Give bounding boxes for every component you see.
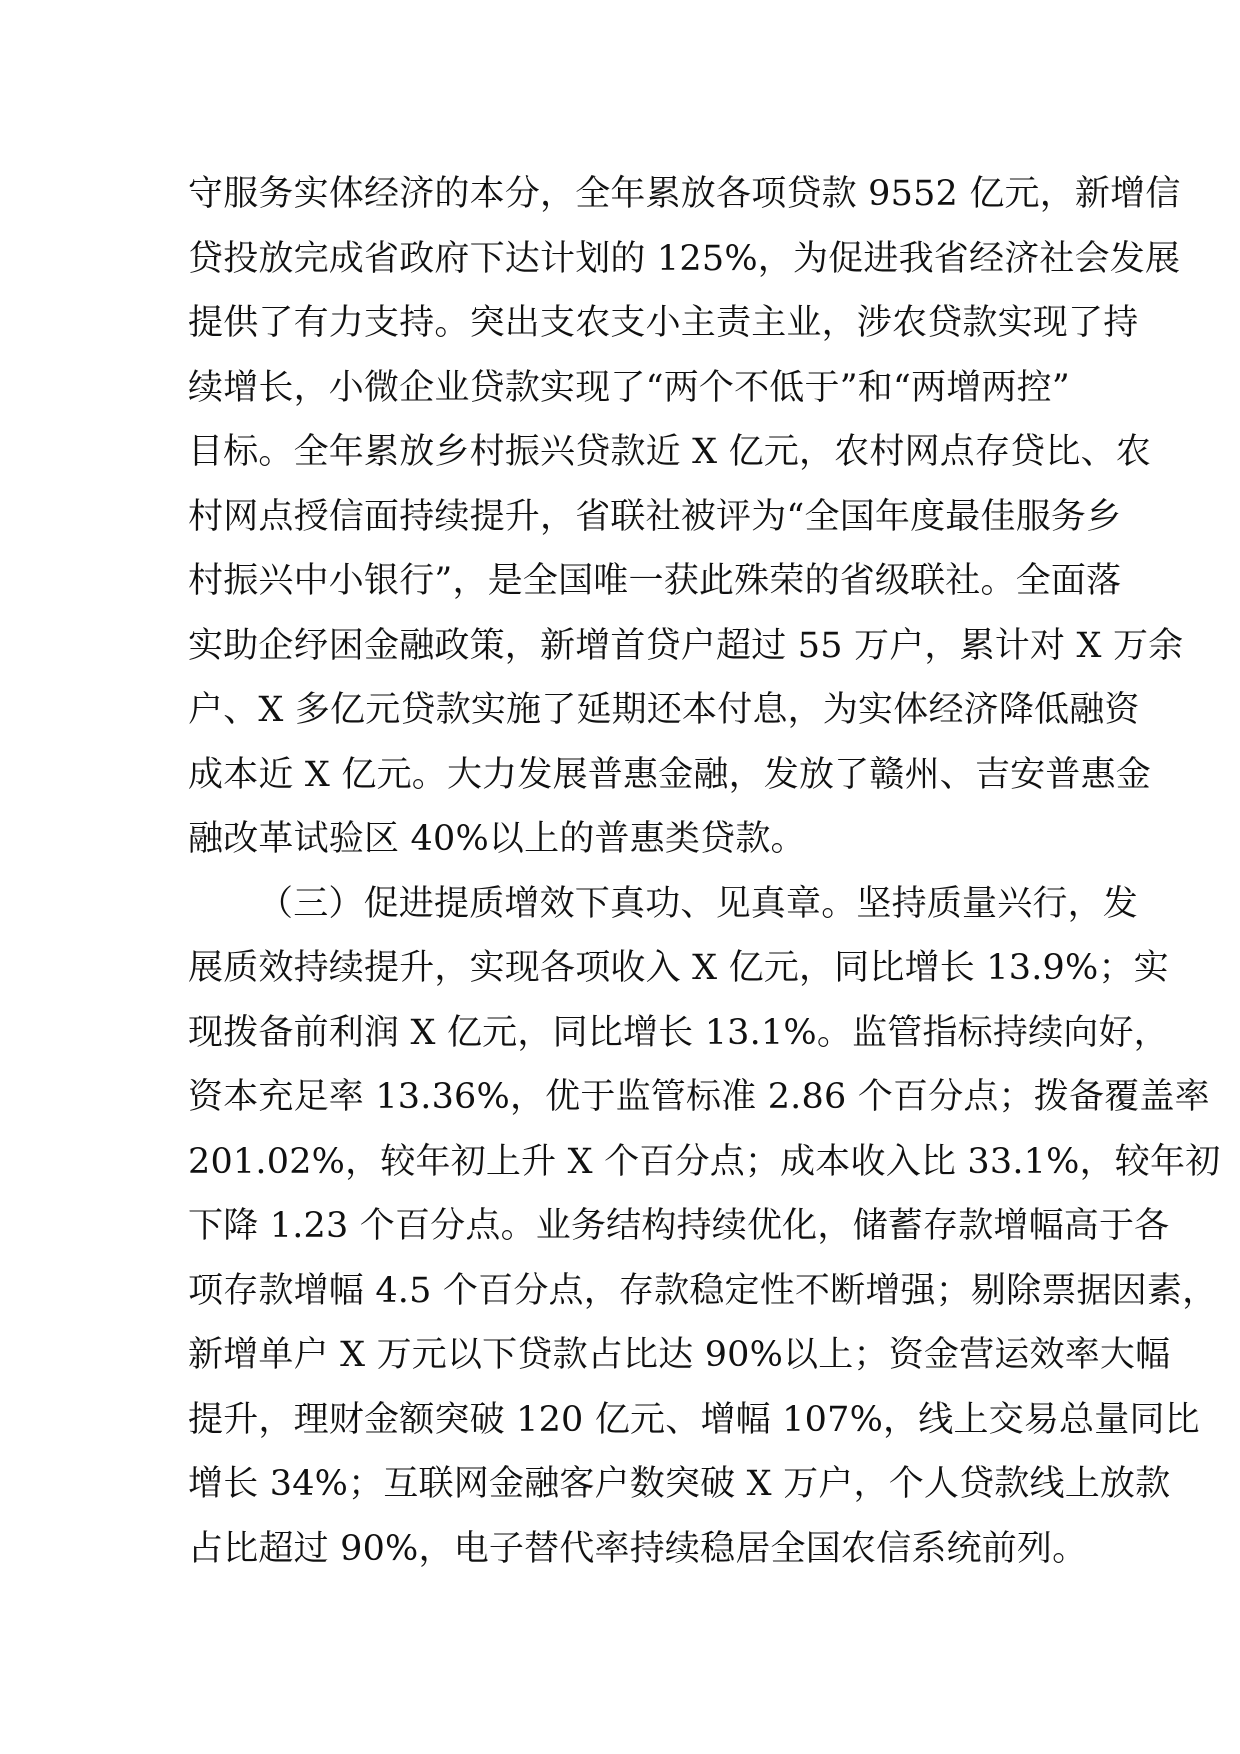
text-line: 融改革试验区 40%以上的普惠类贷款。 [188, 819, 806, 859]
text-line: 村振兴中小银行”，是全国唯一获此殊荣的省级联社。全面落 [188, 561, 1122, 601]
section-heading-line: （三）促进提质增效下真功、见真章。坚持质量兴行，发 [258, 883, 1139, 924]
text-line: 户、X 多亿元贷款实施了延期还本付息，为实体经济降低融资 [188, 690, 1140, 730]
body-text [188, 162, 1221, 1581]
text-line: 下降 1.23 个百分点。业务结构持续优化，储蓄存款增幅高于各 [188, 1206, 1170, 1246]
text-line: 增长 34%；互联网金融客户数突破 X 万户，个人贷款线上放款 [188, 1464, 1171, 1504]
text-line: 实助企纾困金融政策，新增首贷户超过 55 万户，累计对 X 万余 [188, 625, 1184, 666]
text-line: 项存款增幅 4.5 个百分点，存款稳定性不断增强；剔除票据因素， [188, 1270, 1218, 1311]
text-line: 现拨备前利润 X 亿元，同比增长 13.1%。监管指标持续向好， [188, 1012, 1169, 1053]
text-line: 贷投放完成省政府下达计划的 125%，为促进我省经济社会发展 [188, 238, 1181, 279]
text-line: 资本充足率 13.36%，优于监管标准 2.86 个百分点；拨备覆盖率 [188, 1077, 1210, 1117]
text-line: 村网点授信面持续提升，省联社被评为“全国年度最佳服务乡 [188, 496, 1122, 537]
text-line: 提供了有力支持。突出支农支小主责主业，涉农贷款实现了持 [188, 303, 1139, 343]
text-line: 续增长，小微企业贷款实现了“两个不低于”和“两增两控” [188, 367, 1070, 408]
text-line: 成本近 X 亿元。大力发展普惠金融，发放了赣州、吉安普惠金 [188, 754, 1151, 795]
text-line: 目标。全年累放乡村振兴贷款近 X 亿元，农村网点存贷比、农 [188, 432, 1151, 472]
text-line: 新增单户 X 万元以下贷款占比达 90%以上；资金营运效率大幅 [188, 1335, 1171, 1375]
text-line: 展质效持续提升，实现各项收入 X 亿元，同比增长 13.9%；实 [188, 948, 1169, 988]
text-line: 提升，理财金额突破 120 亿元、增幅 107%，线上交易总量同比 [188, 1399, 1200, 1440]
text-line: 占比超过 90%，电子替代率持续稳居全国农信系统前列。 [188, 1528, 1088, 1569]
text-line: 201.02%，较年初上升 X 个百分点；成本收入比 33.1%，较年初 [188, 1141, 1221, 1182]
text-line: 守服务实体经济的本分，全年累放各项贷款 9552 亿元，新增信 [188, 174, 1181, 214]
